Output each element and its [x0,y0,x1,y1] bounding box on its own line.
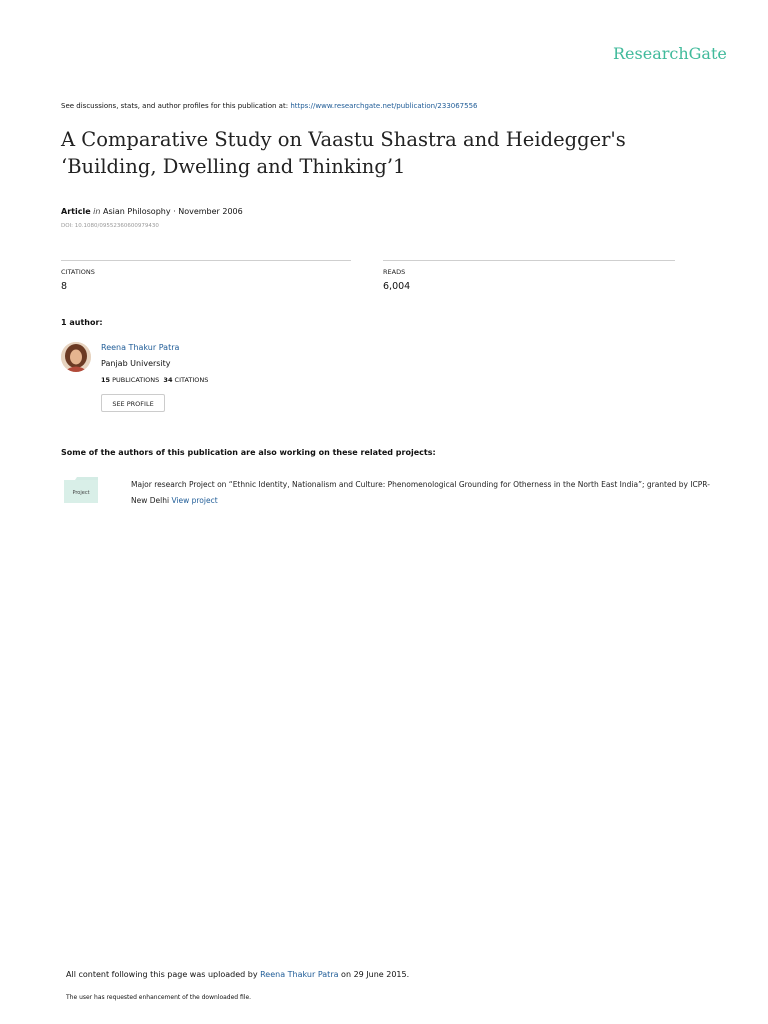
article-title: A Comparative Study on Vaastu Shastra and Heidegger's ‘Building, Dwelling and Thinking’1 [61,128,626,178]
article-meta [61,207,243,216]
author-name-link[interactable]: Reena Thakur Patra [101,343,180,352]
citations-divider [61,260,351,261]
discussions-text: See discussions, stats, and author profiles for this publication at: [61,102,291,110]
article-type: Article [61,207,91,216]
reads-label: READS [383,268,406,276]
project-icon-label: Project [72,490,90,496]
author-institution: Panjab University [101,359,171,368]
person-icon [61,342,91,372]
author-stats [101,376,208,384]
upload-suffix: on 29 June 2015. [338,970,410,979]
author-citations-label: CITATIONS [174,376,209,384]
see-profile-button[interactable]: SEE PROFILE [101,394,165,412]
publication-url-link[interactable]: https://www.researchgate.net/publication/233067556 [290,102,478,110]
researchgate-logo[interactable]: ResearchGate [613,44,727,63]
reads-value: 6,004 [383,281,411,292]
citations-value: 8 [61,281,68,292]
upload-note [66,970,409,979]
author-citations-count: 34 [163,376,173,384]
related-projects-label: Some of the authors of this publication are also working on these related projects: [61,448,436,457]
project-folder-icon[interactable] [64,477,98,503]
discussions-line [61,102,478,110]
author-avatar[interactable] [61,342,91,372]
project-description [131,477,721,509]
reads-divider [383,260,675,261]
project-title: Major research Project on “Ethnic Identity, Nationalism and Culture: Phenomenological Grounding for Otherness in the North East India”; granted by ICPR- New Delhi [131,480,710,505]
folder-icon [64,477,98,503]
journal-date: Asian Philosophy · November 2006 [103,207,243,216]
publications-count: 15 [101,376,111,384]
upload-prefix: All content following this page was uploaded by [66,970,261,979]
uploader-link[interactable]: Reena Thakur Patra [260,970,339,979]
citations-label: CITATIONS [61,268,95,276]
publications-label: PUBLICATIONS [112,376,160,384]
doi: DOI: 10.1080/09552360600979430 [61,223,159,229]
view-project-link[interactable]: View project [171,496,218,505]
enhancement-note: The user has requested enhancement of the downloaded file. [66,994,252,1001]
authors-label: 1 author: [61,318,103,327]
in-word: in [93,207,101,216]
